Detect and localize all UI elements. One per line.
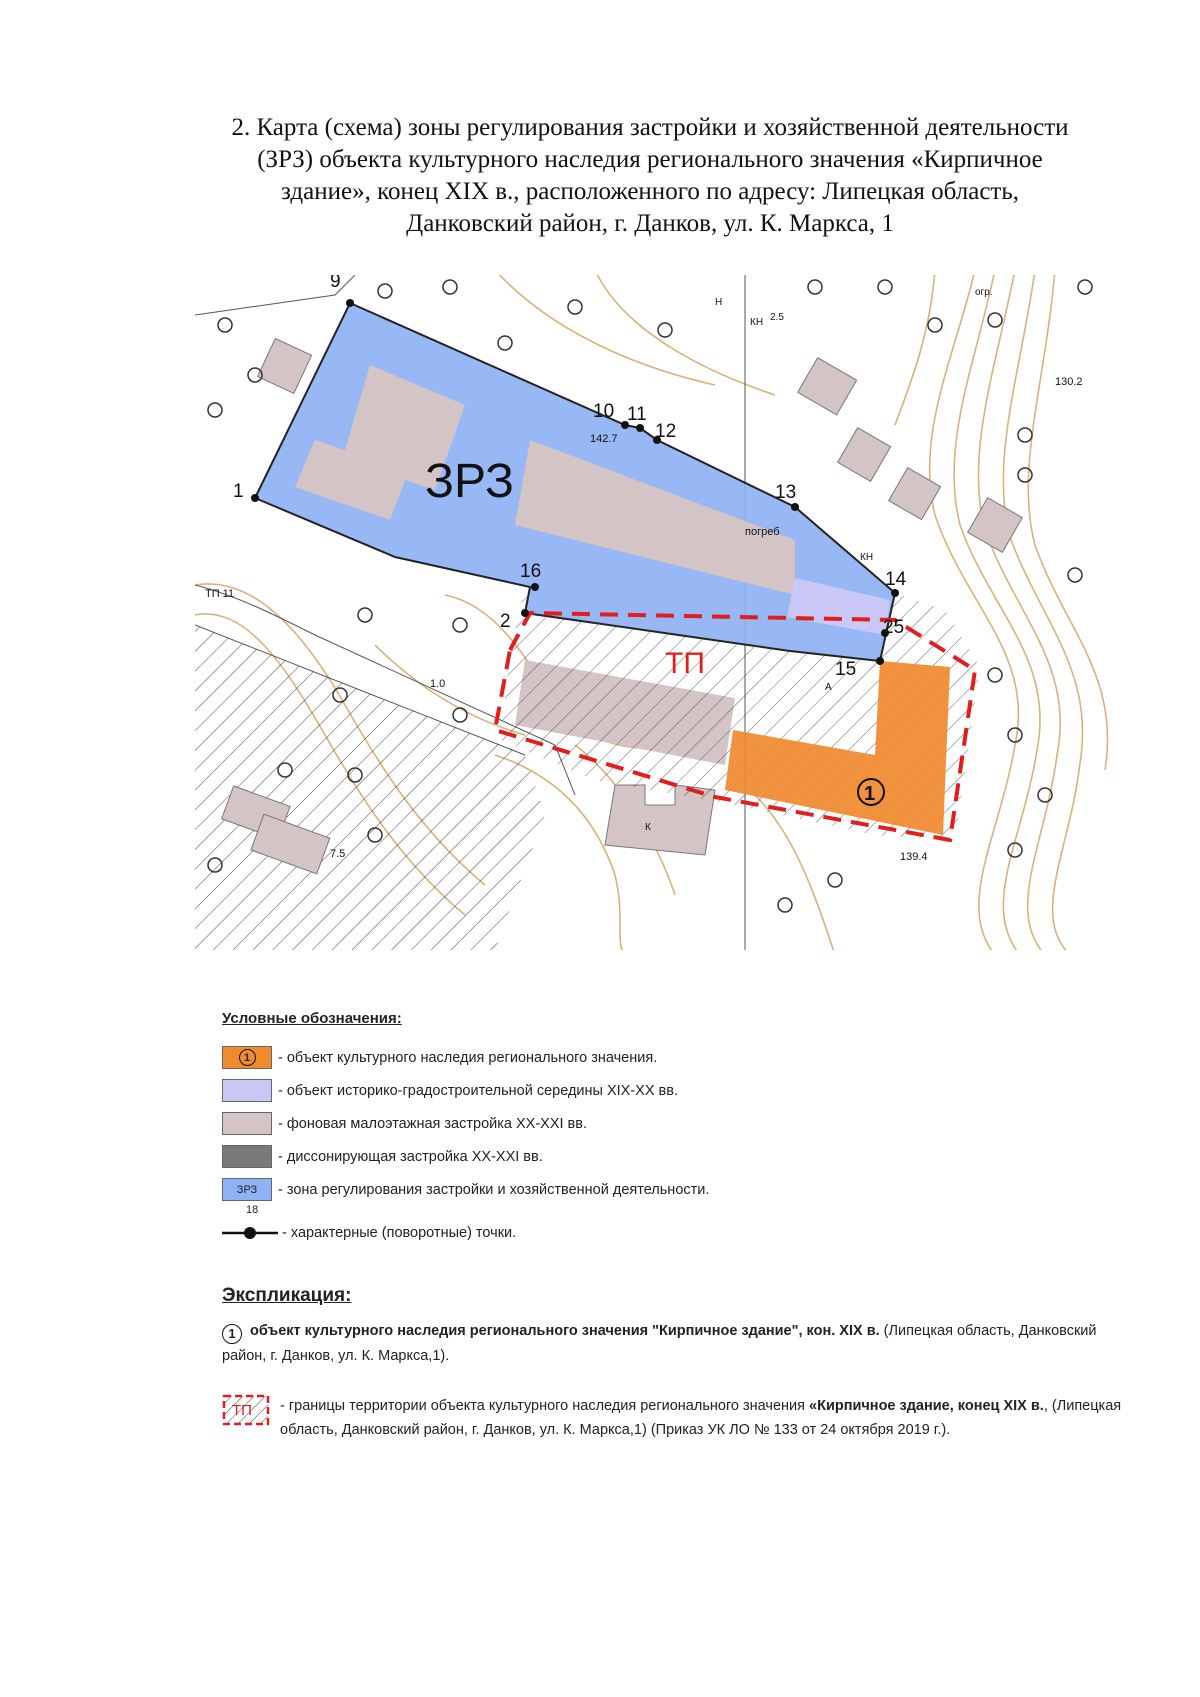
legend bbox=[222, 1010, 709, 1250]
title-line-4: Данковский район, г. Данков, ул. К. Маркса, 1 bbox=[406, 210, 894, 237]
map-label-n: Н bbox=[715, 297, 723, 308]
title-line-2: (ЗРЗ) объекта культурного наследия регионального значения «Кирпичное bbox=[257, 146, 1043, 173]
legend-text-zrz: - зона регулирования застройки и хозяйственной деятельности. bbox=[278, 1181, 710, 1198]
legend-item-dissonant bbox=[222, 1140, 709, 1173]
map-label-kn: КН bbox=[860, 552, 874, 563]
legend-text-points: - характерные (поворотные) точки. bbox=[282, 1225, 517, 1241]
map-label-ogr: огр. bbox=[975, 287, 993, 298]
legend-text-dissonant: - диссонирующая застройка XX-XXI вв. bbox=[278, 1148, 543, 1165]
explication-tp bbox=[222, 1394, 1122, 1442]
point-label-15: 15 bbox=[835, 659, 857, 680]
tp-swatch-icon bbox=[222, 1394, 270, 1426]
explication-tp-text-b: , (Липецкая область, Данковский район, г. Данков, ул. К. Маркса,1) (Приказ УК ЛО № 133 от 24 октября 2019 г.). bbox=[280, 1398, 1122, 1438]
legend-item-background bbox=[222, 1107, 709, 1140]
explication-item-1-rest: (Липецкая область, Данковский район, г. Данков, ул. К. Маркса,1). bbox=[222, 1323, 1097, 1364]
map-label-1-0: 1.0 bbox=[430, 678, 446, 690]
point-label-13: 13 bbox=[775, 482, 797, 503]
legend-point-number: 18 bbox=[246, 1204, 259, 1216]
map-label-a: А bbox=[825, 682, 832, 693]
legend-item-historic bbox=[222, 1074, 709, 1107]
legend-item-heritage bbox=[222, 1041, 709, 1074]
point-label-10: 10 bbox=[593, 401, 615, 422]
point-label-11: 11 bbox=[627, 404, 647, 425]
zrz-label: ЗРЗ bbox=[425, 455, 514, 508]
map-label-2-5: 2.5 bbox=[770, 312, 784, 323]
point-label-2: 2 bbox=[500, 611, 511, 632]
point-label-9: 9 bbox=[330, 275, 341, 292]
tp-label: ТП bbox=[665, 647, 705, 680]
tp-swatch-label: ТП bbox=[232, 1402, 252, 1419]
explication-item-1-bold: объект культурного наследия регионального значения "Кирпичное здание", кон. XIX в. bbox=[250, 1323, 880, 1339]
map-label-139-4: 139.4 bbox=[900, 851, 928, 863]
legend-swatch-heritage bbox=[222, 1046, 272, 1069]
point-label-14: 14 bbox=[885, 569, 907, 590]
explication bbox=[222, 1285, 1122, 1442]
legend-swatch-historic bbox=[222, 1079, 272, 1102]
explication-title: Экспликация: bbox=[222, 1285, 352, 1306]
legend-swatch-background bbox=[222, 1112, 272, 1135]
point-symbol-icon bbox=[222, 1225, 278, 1241]
legend-text-heritage: - объект культурного наследия регионального значения. bbox=[278, 1049, 658, 1066]
point-label-1: 1 bbox=[233, 481, 244, 502]
point-label-16: 16 bbox=[520, 561, 542, 582]
map-label-k: К bbox=[645, 822, 651, 833]
legend-swatch-zrz: ЗРЗ bbox=[222, 1178, 272, 1201]
map-svg bbox=[195, 275, 1125, 950]
legend-text-historic: - объект историко-градостроительной середины XIX-XX вв. bbox=[278, 1082, 678, 1099]
zoning-map[interactable] bbox=[195, 275, 1125, 950]
page-title bbox=[150, 112, 1150, 240]
explication-item-1 bbox=[222, 1319, 1122, 1368]
legend-item-points bbox=[222, 1204, 709, 1250]
title-line-1: 2. Карта (схема) зоны регулирования застройки и хозяйственной деятельности bbox=[231, 114, 1069, 141]
point-label-25: 25 bbox=[883, 617, 905, 638]
object-number: 1 bbox=[864, 783, 876, 805]
legend-item-zrz bbox=[222, 1173, 709, 1206]
explication-tp-text bbox=[280, 1394, 1122, 1442]
title-line-3: здание», конец XIX в., расположенного по адресу: Липецкая область, bbox=[280, 178, 1020, 205]
map-label-tp11: ТП 11 bbox=[205, 588, 235, 600]
legend-title: Условные обозначения: bbox=[222, 1010, 402, 1027]
explication-number: 1 bbox=[222, 1324, 242, 1344]
legend-swatch-number: 1 bbox=[239, 1049, 256, 1066]
map-label-pogreb: погреб bbox=[745, 526, 780, 538]
point-label-12: 12 bbox=[655, 421, 677, 442]
map-label-142-7: 142.7 bbox=[590, 433, 618, 445]
explication-tp-text-a: - границы территории объекта культурного наследия регионального значения bbox=[280, 1398, 805, 1414]
map-label-kn-2: КН bbox=[750, 317, 764, 328]
legend-swatch-dissonant bbox=[222, 1145, 272, 1168]
explication-tp-bold: «Кирпичное здание, конец XIX в. bbox=[809, 1398, 1044, 1414]
legend-text-background: - фоновая малоэтажная застройка XX-XXI вв. bbox=[278, 1115, 587, 1132]
map-label-130-2: 130.2 bbox=[1055, 376, 1083, 388]
map-label-7-5: 7.5 bbox=[330, 848, 346, 860]
